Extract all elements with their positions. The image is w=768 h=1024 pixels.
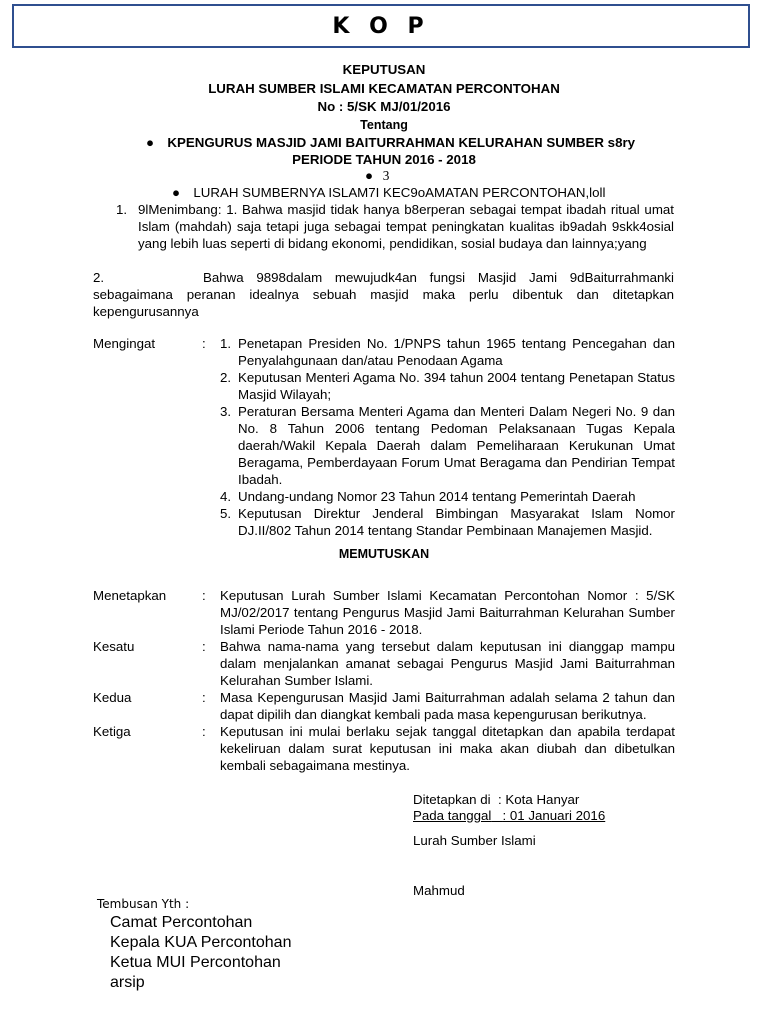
- decision-label-ketiga: Ketiga: [93, 724, 131, 739]
- subject-line-2: [172, 184, 605, 201]
- list-item-text: Peraturan Bersama Menteri Agama dan Menteri Dalam Negeri No. 9 dan No. 8 Tahun 2006 tentang Pedoman Pelaksanaan Tugas Kepala daerah/Wakil Kepala Daerah dalam Pemeliharaan Kerukunan Umat Beragama, Pemberdayaan Forum Umat Beragama dan Pendirian Tempat Ibadah.: [238, 404, 675, 487]
- kop-header-box: [12, 4, 750, 48]
- subject-text-1: KPENGURUS MASJID JAMI BAITURRAHMAN KELURAHAN SUMBER s8ry: [167, 135, 636, 150]
- list-item-text: Keputusan Menteri Agama No. 394 tahun 2004 tentang Penetapan Status Masjid Wilayah;: [238, 370, 675, 402]
- signature-date-label: Pada tanggal: [413, 808, 492, 823]
- signature-date-value: : 01 Januari 2016: [502, 808, 606, 823]
- decision-label-kedua: Kedua: [93, 690, 132, 705]
- signature-date: [413, 807, 605, 824]
- list-item: arsip: [110, 974, 145, 991]
- list-item: [220, 335, 675, 369]
- kop-title: K O P: [332, 13, 430, 39]
- mengingat-colon: :: [202, 336, 206, 351]
- decision-colon: :: [202, 588, 206, 603]
- list-item-number: 1.: [220, 336, 232, 351]
- mengingat-list: [220, 335, 675, 539]
- list-item: Camat Percontohan: [110, 914, 253, 931]
- list-item-number: 2.: [220, 370, 232, 385]
- list-item: [220, 505, 675, 539]
- decree-title: KEPUTUSAN: [342, 62, 426, 77]
- list-item-number: 3.: [220, 404, 232, 419]
- menimbang-number-1: 1.: [116, 202, 128, 217]
- decision-text-kesatu: Bahwa nama-nama yang tersebut dalam keputusan ini dianggap mampu dalam menjalankan amanat sebagai Pengurus Masjid Jami Baiturrahman Kelurahan Sumber Islami.: [220, 639, 675, 688]
- bullet-three-line: [365, 167, 389, 184]
- decree-issuer: LURAH SUMBER ISLAMI KECAMATAN PERCONTOHAN: [208, 81, 560, 96]
- list-item-text: Keputusan Direktur Jenderal Bimbingan Masyarakat Islam Nomor DJ.II/802 Tahun 2014 tentang Standar Pembinaan Manajemen Masjid.: [238, 506, 675, 538]
- tembusan-title: Tembusan Yth :: [97, 897, 190, 911]
- menimbang-text-1: 9lMenimbang: 1. Bahwa masjid tidak hanya b8erperan sebagai tempat ibadah ritual umat Islam (mahdah) saja tetapi juga sebagai tempat peningkatan kualitas ib9adah 9skk4osial yang lebih luas seperti di bidang ekonomi, pendidikan, sosial budaya dan lainnya;yang: [138, 202, 674, 251]
- menimbang-text-2: Bahwa 9898dalam mewujudk4an fungsi Masjid Jami 9dBaiturrahmanki sebagaimana peranan idealnya sebuah masjid maka perlu dibentuk dan ditetapkan kepengurusannya: [93, 270, 674, 319]
- tembusan-list: [110, 913, 291, 993]
- decree-number: No : 5/SK MJ/01/2016: [317, 99, 451, 114]
- bullet-icon: ●: [172, 185, 181, 200]
- decision-text-ketiga: Keputusan ini mulai berlaku sejak tanggal ditetapkan dan apabila terdapat kekeliruan dalam surat keputusan ini maka akan diubah dan dibetulkan kembali sebagaimana mestinya.: [220, 724, 675, 773]
- decision-colon: :: [202, 690, 206, 705]
- decision-label-menetapkan: Menetapkan: [93, 588, 167, 603]
- decision-text-kedua: Masa Kepengurusan Masjid Jami Baiturrahman adalah selama 2 tahun dan dapat dipilih dan diangkat kembali pada masa kepengurusan berikutnya.: [220, 690, 675, 722]
- decision-text-menetapkan: Keputusan Lurah Sumber Islami Kecamatan Percontohan Nomor : 5/SK MJ/02/2017 tentang Pengurus Masjid Jami Baiturrahman Kelurahan Sumber Islami Periode Tahun 2016 - 2018.: [220, 588, 675, 637]
- decree-tentang: Tentang: [360, 118, 408, 132]
- signature-official: Lurah Sumber Islami: [413, 833, 536, 848]
- mengingat-label: Mengingat: [93, 336, 156, 351]
- bullet-icon: ●: [146, 135, 155, 150]
- list-item-number: 5.: [220, 506, 232, 521]
- subject-line-1: [146, 134, 635, 151]
- subject-text-2: LURAH SUMBERNYA ISLAM7I KEC9oAMATAN PERCONTOHAN,loll: [193, 185, 606, 200]
- list-item: [220, 403, 675, 488]
- decision-colon: :: [202, 639, 206, 654]
- menimbang-number-2: 2.: [93, 270, 105, 285]
- signature-place-label: Ditetapkan di: [413, 792, 491, 807]
- list-item-text: Undang-undang Nomor 23 Tahun 2014 tentang Pemerintah Daerah: [238, 489, 636, 504]
- decree-period: PERIODE TAHUN 2016 - 2018: [292, 152, 476, 167]
- memutuskan-heading: MEMUTUSKAN: [338, 547, 430, 561]
- bullet-three-text: 3: [382, 168, 390, 183]
- list-item: Ketua MUI Percontohan: [110, 954, 281, 971]
- list-item-text: Penetapan Presiden No. 1/PNPS tahun 1965 tentang Pencegahan dan Penyalahgunaan dan/atau Penodaan Agama: [238, 336, 675, 368]
- list-item: [220, 369, 675, 403]
- list-item-number: 4.: [220, 489, 232, 504]
- signature-place-value: : Kota Hanyar: [498, 792, 580, 807]
- bullet-icon: ●: [365, 168, 374, 183]
- list-item: Kepala KUA Percontohan: [110, 934, 292, 951]
- signature-name: Mahmud: [413, 883, 465, 898]
- decision-colon: :: [202, 724, 206, 739]
- decision-label-kesatu: Kesatu: [93, 639, 135, 654]
- list-item: [220, 488, 675, 505]
- signature-place: [413, 791, 579, 808]
